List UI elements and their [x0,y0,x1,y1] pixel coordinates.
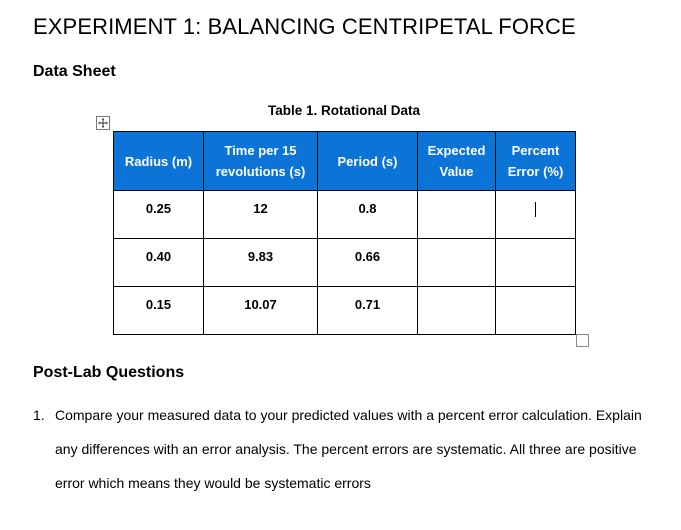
cell-period[interactable]: 0.8 [318,191,418,239]
table-row [114,239,576,287]
cell-percent-error[interactable] [496,287,576,335]
question-text[interactable]: Compare your measured data to your predicted values with a percent error calculation. Explain any differences with an error analysis. The percent errors are systematic. All three are positive error which means they would be systematic errors [55,407,642,491]
table-caption: Table 1. Rotational Data [267,103,421,118]
question-number: 1. [33,407,45,423]
cell-radius[interactable]: 0.25 [114,191,204,239]
cell-time[interactable]: 9.83 [204,239,318,287]
resize-icon[interactable] [576,334,589,347]
cell-period[interactable]: 0.66 [318,239,418,287]
table-header-row [114,132,576,191]
header-time-per-15-revolutions[interactable]: Time per 15 revolutions (s) [204,132,318,191]
cell-radius[interactable]: 0.40 [114,239,204,287]
cell-time[interactable]: 12 [204,191,318,239]
move-icon[interactable] [96,116,110,130]
table-row [114,287,576,335]
cell-time[interactable]: 10.07 [204,287,318,335]
cell-radius[interactable]: 0.15 [114,287,204,335]
cell-expected-value[interactable] [418,287,496,335]
post-lab-heading: Post-Lab Questions [33,364,185,381]
rotational-data-table [113,131,576,335]
list-item[interactable] [33,398,653,500]
cell-expected-value[interactable] [418,239,496,287]
cell-percent-error[interactable] [496,239,576,287]
question-list [33,398,653,500]
table-row [114,191,576,239]
cell-period[interactable]: 0.71 [318,287,418,335]
header-period[interactable]: Period (s) [318,132,418,191]
cell-percent-error[interactable] [496,191,576,239]
cell-expected-value[interactable] [418,191,496,239]
data-sheet-heading: Data Sheet [33,63,116,80]
header-percent-error[interactable]: Percent Error (%) [496,132,576,191]
header-radius[interactable]: Radius (m) [114,132,204,191]
header-expected-value[interactable]: Expected Value [418,132,496,191]
text-cursor [535,202,536,217]
document-title: EXPERIMENT 1: BALANCING CENTRIPETAL FORCE [33,14,576,39]
